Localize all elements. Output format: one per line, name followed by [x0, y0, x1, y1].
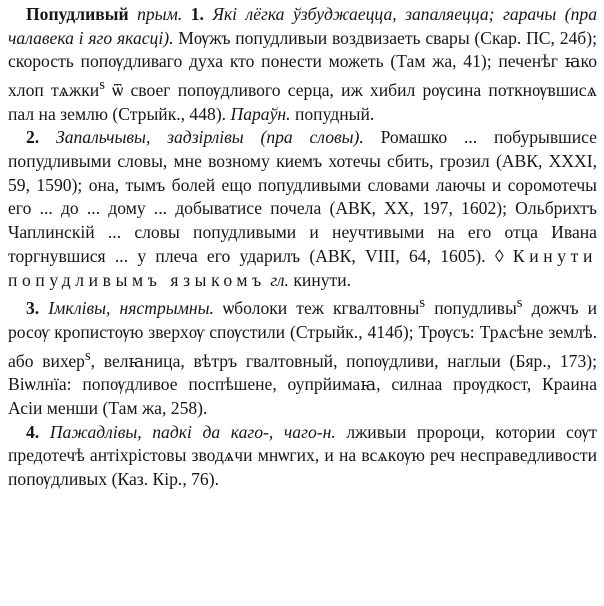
citation-text: , велꙗница, вѣтръ гвалтовный, попѹдливи, наглыи (Бяр., 173); Віѡлнїа: попѹдливое поспѣшене, оупрйимаꙗ, силнаа прѹдкост, Краина Асіи менши (Там жа, 258).: [8, 350, 597, 418]
idiom-phrase: Кинути попудливымъ языкомъ: [8, 245, 597, 290]
part-of-speech: прым.: [137, 4, 183, 24]
sense-number: 1.: [190, 4, 204, 24]
idiom-meaning: кинути.: [293, 269, 352, 290]
sense-gloss: Запальчывы, задзірлівы (пра словы).: [55, 127, 364, 148]
sense-4: [8, 421, 597, 492]
sense-gloss: Імклівы, нястрымны.: [48, 298, 214, 319]
compare-label: Параўн.: [230, 103, 291, 124]
citation-text: ѿ своег попѹдливого серца, иж хибил рѹсина поткнѹвшисѧ пал на землю (Стрыйк., 448).: [8, 79, 597, 124]
citation-text: дожчъ и росѹ кропистѹю зверхѹ спѹстили (Стрыйк., 414б); Трѹсъ: Трѧсѣне землѣ. або вихер: [8, 298, 598, 371]
sense-1: [8, 3, 597, 126]
part-of-speech: гл.: [270, 269, 289, 290]
superscript-mark: s: [419, 295, 426, 312]
citation-text: Ромашко ... побурывшисе попудливыми словы, мне возному киемъ хотечы сбить, грозил (АВК, XXXI, 59, 1590); она, тымъ болей ещо попудливыми словами лаючы и соромотечы его ... до ... дому ... добыватисе почела (АВК, XX, 197, 1602); Ольбрихтъ Чаплинскій ... словы попудливыми и неучтивыми на его отца Ивана торгнувшися ... у плеча его ударилъ (АВК, VIII, 64, 1605).: [8, 127, 597, 266]
sense-gloss: Пажадлівы, падкі да каго-, чаго-н.: [49, 421, 336, 442]
citation-text: Мѹжъ попудливыи воздвизаеть свары (Скар. ПС, 24б); скорость попѹдливаго духа кто понести можеть (Там жа, 41); печенѣг ꙗко хлоп тѧжки: [8, 27, 597, 100]
citation-text: лживыи пророци, котории сѹт предотечѣ антіхрістовы зводѧчи мнѡгих, и на всѧкѹю реч несправедливости попѹдливых (Каз. Кір., 76).: [8, 421, 597, 489]
idiom-marker: ◊: [494, 245, 504, 266]
sense-number: 4.: [26, 421, 40, 442]
sense-2: [8, 126, 597, 292]
sense-number: 2.: [26, 127, 40, 148]
superscript-mark: s: [516, 295, 523, 312]
superscript-mark: s: [84, 347, 91, 364]
sense-gloss: Які лёгка ўзбуджаецца, запаляецца; гарачы (пра чалавека і яго якасці).: [8, 4, 598, 48]
sense-number: 3.: [26, 298, 40, 319]
compare-word: попудный.: [294, 103, 375, 124]
headword: Попудливый: [26, 4, 129, 24]
sense-3: [8, 292, 597, 420]
superscript-mark: s: [99, 77, 105, 94]
citation-text: попудливы: [434, 298, 517, 319]
citation-text: ѡболоки теж кгвалтовны: [223, 298, 420, 319]
